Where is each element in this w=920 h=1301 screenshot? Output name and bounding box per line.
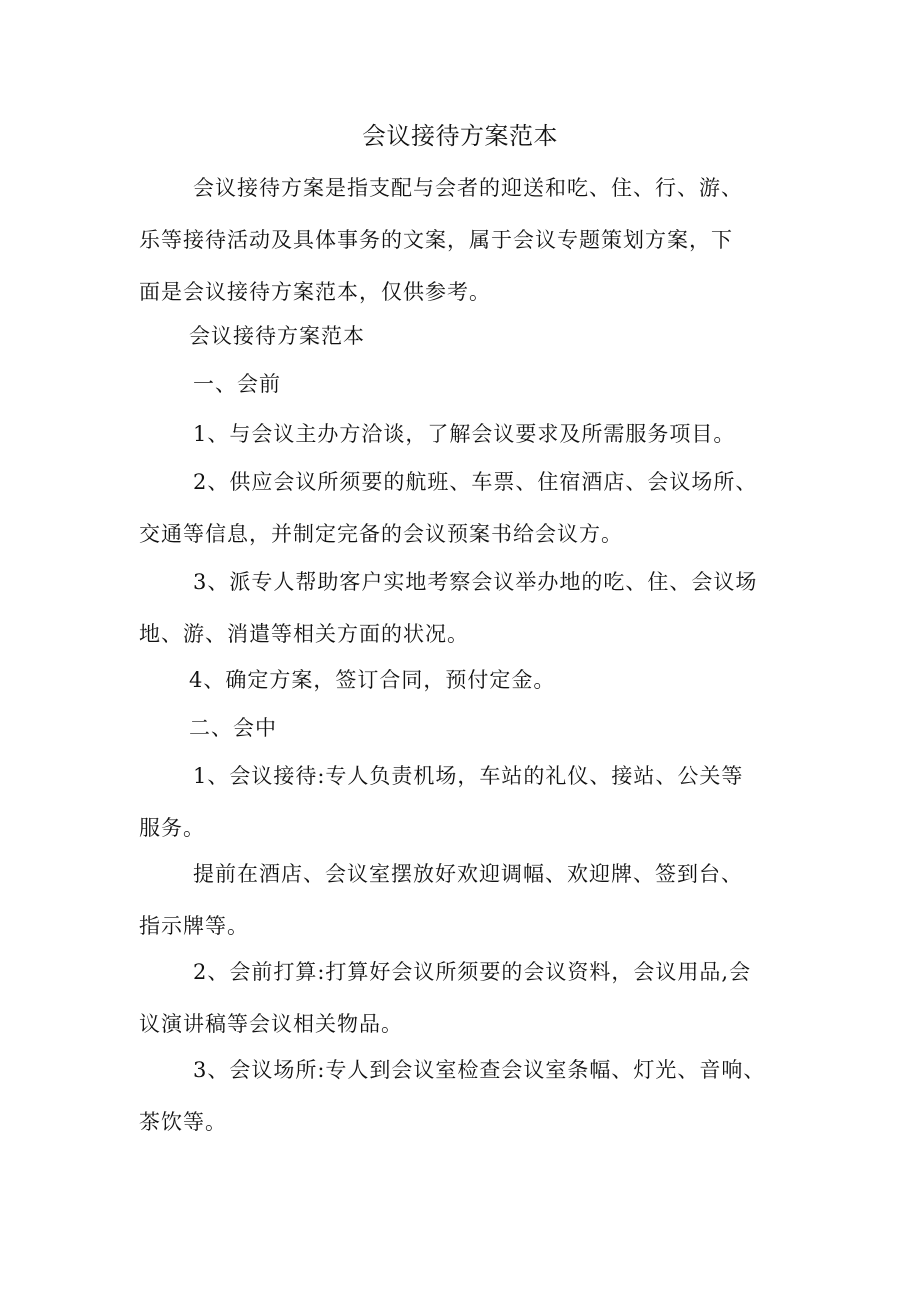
section-2-item-1b <box>139 848 789 952</box>
section-2-item-1b-line-1: 提前在酒店、会议室摆放好欢迎调幅、欢迎牌、签到台、 <box>193 862 743 886</box>
section-1-item-3 <box>139 556 789 660</box>
section-1-item-4 <box>139 654 789 706</box>
section-1-heading <box>139 358 789 410</box>
section-1-item-1 <box>139 408 789 460</box>
section-1-item-3-line-1: 3、派专人帮助客户实地考察会议举办地的吃、住、会议场 <box>193 570 758 594</box>
section-2-item-1b-line-2: 指示牌等。 <box>139 914 249 938</box>
section-2-item-1 <box>139 750 789 854</box>
section-2-item-3-line-2: 茶饮等。 <box>139 1110 227 1134</box>
intro-line-1: 会议接待方案是指支配与会者的迎送和吃、住、行、游、 <box>193 176 743 200</box>
section-2-item-3-line-1: 3、会议场所:专人到会议室检查会议室条幅、灯光、音响、 <box>193 1058 766 1082</box>
section-2-heading-text: 二、会中 <box>189 716 277 740</box>
document-subtitle: 会议接待方案范本 <box>189 324 365 348</box>
document-title: 会议接待方案范本 <box>362 122 558 150</box>
section-1-heading-text: 一、会前 <box>193 372 281 396</box>
section-2-item-1-line-1: 1、会议接待:专人负责机场，车站的礼仪、接站、公关等 <box>193 764 744 788</box>
intro-line-2: 乐等接待活动及具体事务的文案，属于会议专题策划方案，下 <box>139 228 733 252</box>
section-1-item-2 <box>139 456 789 560</box>
section-2-heading <box>139 702 789 754</box>
intro-paragraph <box>139 162 789 318</box>
section-1-item-1-line-1: 1、与会议主办方洽谈，了解会议要求及所需服务项目。 <box>193 422 736 446</box>
section-1-item-2-line-2: 交通等信息，并制定完备的会议预案书给会议方。 <box>139 522 623 546</box>
section-1-item-4-line-1: 4、确定方案，签订合同，预付定金。 <box>189 668 556 692</box>
subtitle-paragraph <box>139 310 789 362</box>
section-2-item-1-line-2: 服务。 <box>139 816 205 840</box>
section-2-item-3 <box>139 1044 789 1148</box>
section-1-item-3-line-2: 地、游、消遣等相关方面的状况。 <box>139 622 469 646</box>
intro-line-3: 面是会议接待方案范本，仅供参考。 <box>139 280 491 304</box>
section-1-item-2-line-1: 2、供应会议所须要的航班、车票、住宿酒店、会议场所、 <box>193 470 758 494</box>
section-2-item-2-line-2: 议演讲稿等会议相关物品。 <box>139 1012 403 1036</box>
section-2-item-2 <box>139 946 789 1050</box>
section-2-item-2-line-1: 2、会前打算:打算好会议所须要的会议资料，会议用品,会 <box>193 960 752 984</box>
